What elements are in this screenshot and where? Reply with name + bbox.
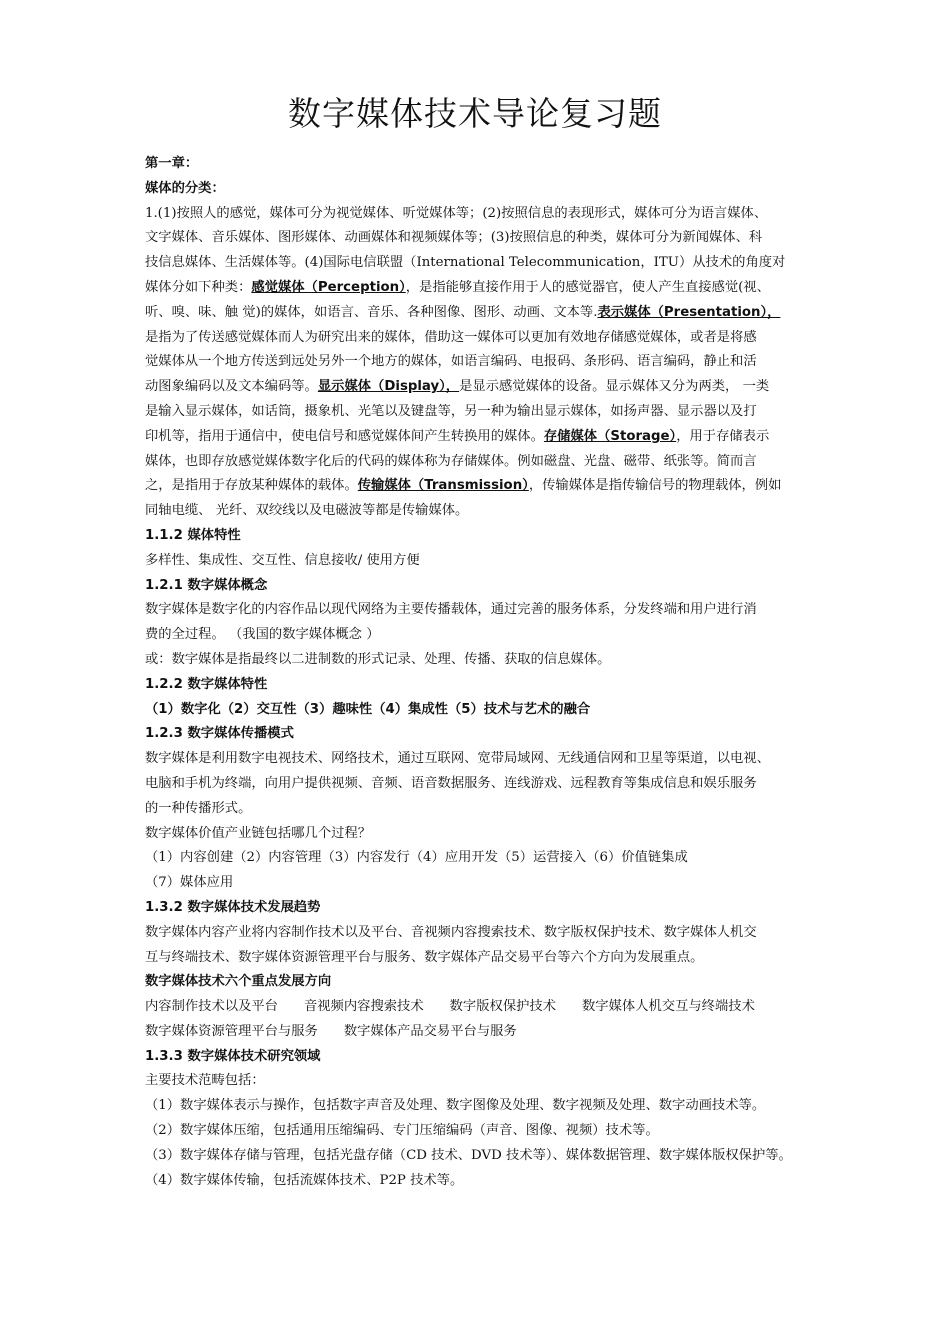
list-item: 内容制作技术以及平台 <box>145 999 278 1015</box>
text-line: （1）内容创建（2）内容管理（3）内容发行（4）应用开发（5）运营接入（6）价值链集成 <box>145 850 688 866</box>
list-item: 音视频内容搜索技术 <box>303 999 424 1015</box>
text-span: 之，是指用于存放某种媒体的载体。 <box>145 478 358 494</box>
list-item: 数字媒体人机交互与终端技术 <box>582 999 755 1015</box>
text-line: 数字媒体内容产业将内容制作技术以及平台、音视频内容搜索技术、数字版权保护技术、数字媒体人机交 <box>145 924 757 940</box>
paragraph-media-classification <box>145 202 815 524</box>
text-line: 主要技术范畴包括： <box>145 1073 265 1089</box>
text-line <box>145 425 815 450</box>
section-heading: 数字媒体技术六个重点发展方向 <box>145 974 332 990</box>
term-storage: 存储媒体（Storage） <box>543 428 677 444</box>
list-item: 数字媒体产品交易平台与服务 <box>343 1023 517 1039</box>
text-line: 数字媒体价值产业链包括哪几个过程？ <box>145 825 372 841</box>
text-line: 技信息媒体、生活媒体等。(4)国际电信联盟（International Telecommunication，ITU）从技术的角度对 <box>145 255 786 271</box>
section-heading: 1.1.2 媒体特性 <box>145 527 241 543</box>
section-heading: 1.2.1 数字媒体概念 <box>145 577 268 593</box>
text-line: 是指为了传送感觉媒体而人为研究出来的媒体，借助这一媒体可以更加有效地存储感觉媒体，或者是将感 <box>145 329 757 345</box>
term-transmission: 传输媒体（Transmission） <box>357 478 529 494</box>
section-heading: 1.2.3 数字媒体传播模式 <box>145 726 294 742</box>
text-line <box>145 375 815 400</box>
text-line <box>145 1020 815 1045</box>
list-item: （4）数字媒体传输，包括流媒体技术、P2P 技术等。 <box>145 1172 464 1188</box>
section-heading: 1.3.3 数字媒体技术研究领域 <box>145 1048 321 1064</box>
list-item: （3）数字媒体存储与管理，包括光盘存储（CD 技术、DVD 技术等）、媒体数据管理、数字媒体版权保护等。 <box>145 1147 792 1163</box>
text-line: 觉媒体从一个地方传送到远处另外一个地方的媒体，如语言编码、电报码、条形码、语言编码，静止和活 <box>145 354 757 370</box>
list-item: 数字媒体资源管理平台与服务 <box>145 1023 318 1039</box>
document-body <box>145 152 815 1193</box>
text-line: 数字媒体是利用数字电视技术、网络技术，通过互联网、宽带局域网、无线通信网和卫星等渠道，以电视、 <box>145 751 770 767</box>
text-span: ，是指能够直接作用于人的感觉器官，使人产生直接感觉(视、 <box>405 279 770 295</box>
text-line <box>145 995 815 1020</box>
document-title: 数字媒体技术导论复习题 <box>288 94 662 133</box>
text-span: 动图象编码以及文本编码等。 <box>145 379 318 395</box>
text-line <box>145 276 815 301</box>
text-line: （1）数字化（2）交互性（3）趣味性（4）集成性（5）技术与艺术的融合 <box>145 701 591 717</box>
text-span: ，传输媒体是指传输信号的物理载体，例如 <box>528 478 782 494</box>
text-span: 听、嗅、味、触 觉)的媒体，如语言、音乐、各种图像、图形、动画、文本等. <box>145 304 598 320</box>
term-perception: 感觉媒体（Perception） <box>251 279 406 295</box>
text-line: 文字媒体、音乐媒体、图形媒体、动画媒体和视频媒体等；(3)按照信息的种类，媒体可分为新闻媒体、科 <box>145 230 763 246</box>
text-line: （7）媒体应用 <box>145 875 234 891</box>
text-line <box>145 301 815 326</box>
text-line: 的一种传播形式。 <box>145 800 252 816</box>
chapter-heading: 第一章： <box>145 156 199 171</box>
text-line <box>145 474 815 499</box>
section-heading: 1.3.2 数字媒体技术发展趋势 <box>145 899 321 915</box>
text-span: 媒体分如下种类： <box>145 279 252 295</box>
text-line: 数字媒体是数字化的内容作品以现代网络为主要传播载体，通过完善的服务体系，分发终端和用户进行消 <box>145 602 757 618</box>
text-line: 或：数字媒体是指最终以二进制数的形式记录、处理、传播、获取的信息媒体。 <box>145 651 611 667</box>
term-presentation: 表示媒体（Presentation）， <box>597 304 781 320</box>
text-span: 是显示感觉媒体的设备。显示媒体又分为两类， 一类 <box>459 379 770 395</box>
text-line: 电脑和手机为终端，向用户提供视频、音频、语音数据服务、连线游戏、远程教育等集成信息和娱乐服务 <box>145 775 757 791</box>
text-line: 同轴电缆、 光纤、双绞线以及电磁波等都是传输媒体。 <box>145 503 469 519</box>
section-heading: 媒体的分类： <box>145 180 225 196</box>
text-span: ，用于存储表示 <box>676 428 770 444</box>
text-line: 媒体，也即存放感觉媒体数字化后的代码的媒体称为存储媒体。例如磁盘、光盘、磁带、纸张等。简而言 <box>145 453 757 469</box>
list-item: （2）数字媒体压缩，包括通用压缩编码、专门压缩编码（声音、图像、视频）技术等。 <box>145 1123 659 1139</box>
text-line: 是输入显示媒体，如话筒，摄象机、光笔以及键盘等，另一种为输出显示媒体，如扬声器、显示器以及打 <box>145 403 757 419</box>
text-line: 多样性、集成性、交互性、信息接收/ 使用方便 <box>145 552 420 568</box>
text-line: 互与终端技术、数字媒体资源管理平台与服务、数字媒体产品交易平台等六个方向为发展重点。 <box>145 949 704 965</box>
text-line: 1.(1)按照人的感觉，媒体可分为视觉媒体、听觉媒体等；(2)按照信息的表现形式，媒体可分为语言媒体、 <box>145 205 768 221</box>
term-display: 显示媒体（Display）， <box>317 379 460 395</box>
list-item: （1）数字媒体表示与操作，包括数字声音及处理、数字图像及处理、数字视频及处理、数字动画技术等。 <box>145 1098 766 1114</box>
text-line: 费的全过程。 （我国的数字媒体概念 ） <box>145 627 380 643</box>
text-span: 印机等，指用于通信中，使电信号和感觉媒体间产生转换用的媒体。 <box>145 428 544 444</box>
list-item: 数字版权保护技术 <box>449 999 557 1015</box>
section-heading: 1.2.2 数字媒体特性 <box>145 676 268 692</box>
